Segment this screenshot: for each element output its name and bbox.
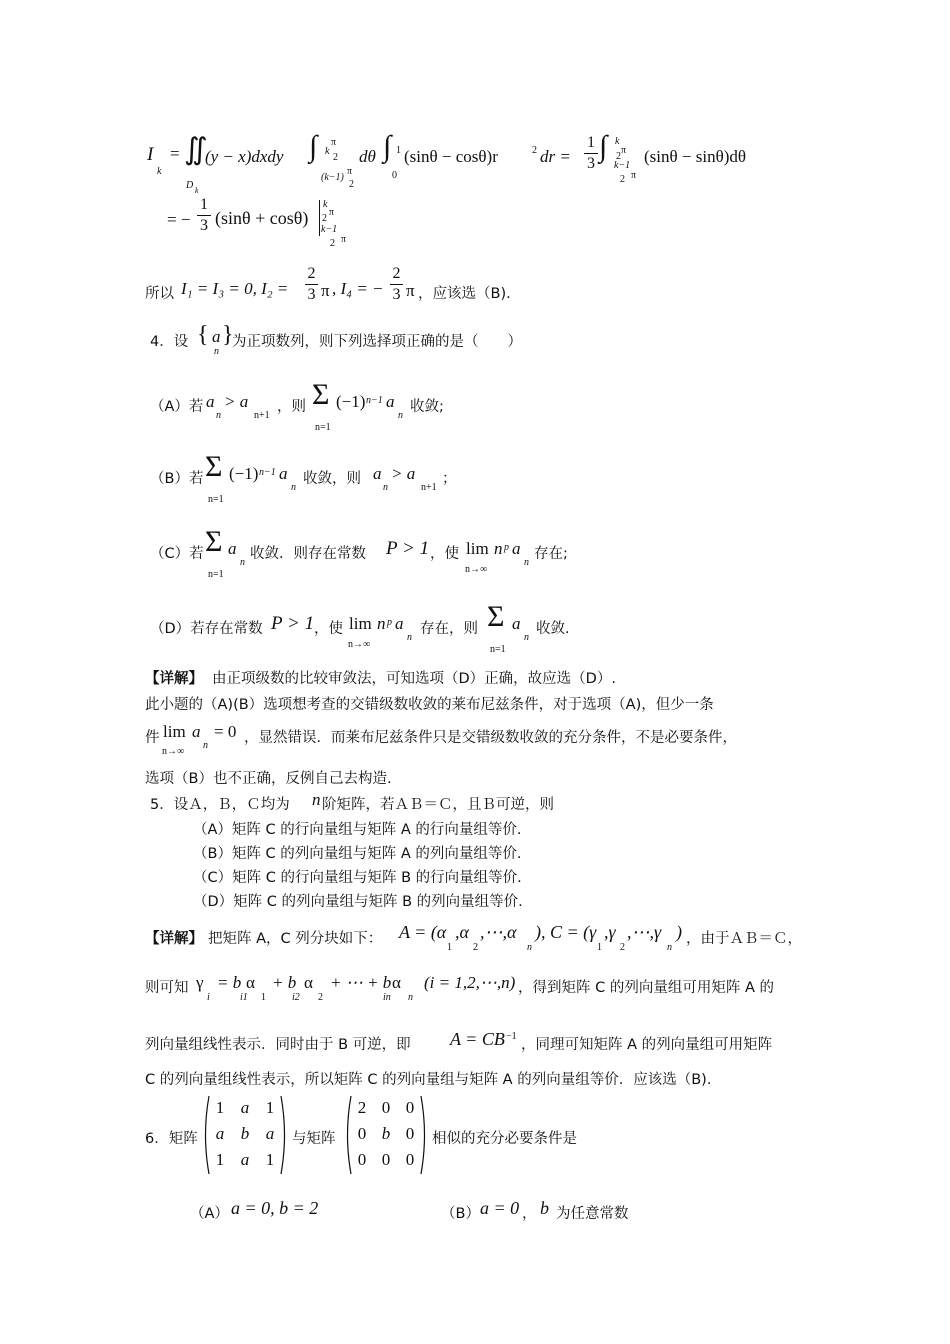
matrix-1 xyxy=(201,1094,289,1176)
matrix-2 xyxy=(343,1094,429,1176)
fraction-two-thirds-2 xyxy=(390,265,403,304)
a-term-sub: n xyxy=(291,482,296,493)
detail-l3-suffix: ，同理可知矩阵 A 的列向量组可用矩阵 xyxy=(521,1037,773,1053)
gamma-2: ,γ xyxy=(604,922,616,942)
a-term: a xyxy=(192,722,201,741)
q5-option-c: （C）矩阵 C 的行向量组与矩阵 B 的行向量组等价. xyxy=(193,870,522,886)
detail-line2-suffix: ，显然错误．而莱布尼兹条件只是交错级数收敛的充分条件，不是必要条件， xyxy=(244,730,737,746)
inverse-sup: −1 xyxy=(506,1031,517,1042)
m2-cell: b xyxy=(381,1124,391,1143)
option-tail: 存在; xyxy=(534,546,568,562)
integral-sign-r: ∫ xyxy=(383,130,392,163)
m2-cell: 2 xyxy=(357,1098,367,1117)
sub-nb: n xyxy=(667,942,672,953)
lower-limit2-pi: π xyxy=(631,170,637,181)
r-upper-1: 1 xyxy=(396,145,401,156)
region-sub-k: k xyxy=(195,186,199,195)
integrand-sin-sin: (sinθ − sinθ)dθ xyxy=(644,147,747,166)
alphan: α xyxy=(392,973,401,992)
q5-option-d: （D）矩阵 C 的列向量组与矩阵 B 的列向量组等价. xyxy=(193,894,523,910)
q6-prefix: 6．矩阵 xyxy=(145,1131,198,1147)
p-sup: p xyxy=(504,542,509,553)
n-power: n xyxy=(377,614,386,633)
lim-lower: n→∞ xyxy=(465,564,488,575)
eval-upper-k: k xyxy=(323,199,328,210)
option-tail: 收敛. xyxy=(536,621,570,637)
q5-n: n xyxy=(312,790,321,809)
a-n1-sub: n+1 xyxy=(421,482,437,493)
eval-upper-2: 2 xyxy=(322,213,327,224)
sub-1b: 1 xyxy=(597,942,602,953)
gamma-n: ,⋯,γ xyxy=(627,922,662,942)
gt-a: > a xyxy=(391,464,416,483)
lower-limit2-k-1: k−1 xyxy=(614,160,631,171)
m1-cell: 1 xyxy=(265,1150,275,1169)
alpha1-sub: 1 xyxy=(261,992,266,1003)
dr-eq: dr = xyxy=(540,147,571,166)
lim: lim xyxy=(466,539,489,558)
q4-stem-prefix: 4．设 xyxy=(150,334,189,350)
frac-den: 3 xyxy=(307,286,316,303)
pi-2: π xyxy=(406,281,415,300)
option-mid2: 存在，则 xyxy=(420,621,478,637)
frac-bar xyxy=(390,284,403,285)
lower-limit2-2: 2 xyxy=(620,174,625,185)
m2-cell: 0 xyxy=(405,1124,415,1143)
a-n-sub: n xyxy=(383,482,388,493)
option-mid2: ，使 xyxy=(430,546,459,562)
eq-zero: = 0 xyxy=(214,722,237,741)
detail-l2-prefix: 则可知 xyxy=(145,980,189,996)
detail-tag: 【详解】 xyxy=(145,931,203,947)
m1-cell: b xyxy=(240,1124,250,1143)
neg-one: (−1) xyxy=(229,464,259,483)
option-mid: 收敛．则存在常数 xyxy=(250,546,366,562)
m2-cell: 0 xyxy=(381,1150,391,1169)
lower-limit-k-1: (k−1) xyxy=(321,172,344,183)
sum-sign: Σ xyxy=(312,378,330,411)
q4-stem-suffix: 为正项数列，则下列选择项正确的是（ ） xyxy=(232,334,522,350)
option-mid: 收敛，则 xyxy=(303,471,361,487)
conclusion-I4: , I₄ = − xyxy=(332,279,384,298)
sub-i2: i2 xyxy=(292,992,300,1003)
sum-lower: n=1 xyxy=(208,569,224,580)
detail-line2-prefix: 件 xyxy=(145,730,160,746)
q5-option-a: （A）矩阵 C 的行向量组与矩阵 A 的行向量组等价. xyxy=(193,822,522,838)
neg-one-sup: n−1 xyxy=(259,467,276,478)
gamma-i: γ xyxy=(196,973,204,992)
m2-cell: 0 xyxy=(381,1098,391,1117)
q5-stem-text: 5．设Ａ，Ｂ，Ｃ均为 xyxy=(150,797,290,813)
m2-cell: 0 xyxy=(405,1150,415,1169)
brace-sub: n xyxy=(214,346,219,357)
a-n-sub: n xyxy=(216,410,221,421)
q6-suffix: 相似的充分必要条件是 xyxy=(432,1131,577,1147)
sum-sign: Σ xyxy=(487,600,505,633)
q5-option-b: （B）矩阵 C 的列向量组与矩阵 A 的列向量组等价. xyxy=(193,846,522,862)
lower-limit-pi: π xyxy=(347,166,353,177)
detail-l4: C 的列向量组线性表示，所以矩阵 C 的列向量组与矩阵 A 的列向量组等价．应该选（B). xyxy=(145,1072,712,1088)
alpha-2: ,α xyxy=(455,922,469,942)
sub-i1: i1 xyxy=(240,992,248,1003)
option-tail: 收敛; xyxy=(410,399,444,415)
m2-cell: 0 xyxy=(357,1150,367,1169)
frac-den: 3 xyxy=(587,155,595,172)
conclusion-math: I₁ = I₃ = 0, I₂ = xyxy=(181,279,289,298)
alpha2: α xyxy=(304,973,313,992)
detail-tag: 【详解】 xyxy=(145,671,203,687)
double-integral-sign: ∬ xyxy=(184,133,208,166)
frac-bar xyxy=(305,284,318,285)
option-tail: ； xyxy=(442,471,457,487)
m1-cell: a xyxy=(240,1150,250,1169)
a-term-sub: n xyxy=(240,557,245,568)
q6-option-a-label: （A） xyxy=(190,1206,229,1222)
alpha1: α xyxy=(246,973,255,992)
math-I: I xyxy=(147,144,154,165)
lim-lower: n→∞ xyxy=(162,746,185,757)
q6-option-b-var: b xyxy=(540,1198,549,1218)
conclusion-suffix: ，应该选（B). xyxy=(418,286,511,302)
matrix-C-def: ), C = (γ xyxy=(535,922,597,942)
pi-1: π xyxy=(321,281,330,300)
a-term: a xyxy=(395,614,404,633)
A-eq-CB: A = CB xyxy=(450,1029,505,1049)
sub-1: 1 xyxy=(447,942,452,953)
lim-lower: n→∞ xyxy=(348,639,371,650)
brace-close: } xyxy=(222,322,234,348)
sum-lower: n=1 xyxy=(315,422,331,433)
integral-sign-2: ∫ xyxy=(599,130,608,163)
upper-limit-pi: π xyxy=(331,137,337,148)
upper-limit-2: 2 xyxy=(333,152,338,163)
a-term-sub: n xyxy=(203,740,208,751)
detail-line1: 此小题的（A)(B）选项想考查的交错级数收敛的莱布尼兹条件，对于选项（A)，但少一条 xyxy=(145,697,714,713)
frac-num: 2 xyxy=(392,265,401,282)
range: (i = 1,2,⋯,n) xyxy=(424,973,516,992)
eval-bar xyxy=(319,200,320,236)
math-sub-k: k xyxy=(157,166,162,177)
sub-2b: 2 xyxy=(620,942,625,953)
a2-term: a xyxy=(512,539,521,558)
a-term: a xyxy=(386,392,395,411)
option-label: （B）若 xyxy=(150,471,204,487)
a-term-sub: n xyxy=(398,410,403,421)
m1-cell: a xyxy=(240,1098,250,1117)
matrix-A-def: A = (α xyxy=(399,922,447,942)
neg-one: (−1) xyxy=(336,392,366,411)
sub-in: in xyxy=(383,992,391,1003)
alpha-n: ,⋯,α xyxy=(480,922,517,942)
r-squared: 2 xyxy=(532,145,537,156)
upper-limit2-2: 2 xyxy=(616,151,621,162)
lim: lim xyxy=(349,614,372,633)
sum-sign: Σ xyxy=(205,525,223,558)
detail-l1-suffix: ，由于ＡＢ＝Ｃ， xyxy=(686,931,802,947)
option-mid: ，使 xyxy=(314,621,343,637)
neg-one-sup: n−1 xyxy=(366,395,383,406)
integrand-yx: (y − x)dxdy xyxy=(205,147,284,166)
frac-num: 1 xyxy=(200,196,208,213)
eval-lower-k-1: k−1 xyxy=(321,224,338,235)
a-n1-sub: n+1 xyxy=(254,410,270,421)
q6-option-b-sep: ， xyxy=(522,1206,537,1222)
integrand-sin-cos: (sinθ − cosθ)r xyxy=(404,147,498,166)
m1-cell: a xyxy=(265,1124,275,1143)
fraction-one-third-2 xyxy=(197,196,211,235)
option-label: （C）若 xyxy=(150,546,204,562)
detail-l1-prefix: 把矩阵 A，C 列分块如下： xyxy=(208,931,383,947)
region-D: D xyxy=(186,180,194,191)
frac-bar xyxy=(584,153,598,154)
alphan-sub: n xyxy=(408,992,413,1003)
sub-2: 2 xyxy=(473,942,478,953)
alpha2-sub: 2 xyxy=(318,992,323,1003)
sum-sign: Σ xyxy=(205,450,223,483)
frac-num: 1 xyxy=(587,134,595,151)
eval-lower-2: 2 xyxy=(330,238,335,249)
lower-limit-2: 2 xyxy=(349,179,354,190)
a2-term-sub: n xyxy=(524,632,529,643)
frac-den: 3 xyxy=(200,217,208,234)
m1-cell: 1 xyxy=(215,1150,225,1169)
frac-num: 2 xyxy=(307,265,316,282)
neg-eq: = − xyxy=(167,210,191,229)
a-term: a xyxy=(279,464,288,483)
m1-cell: 1 xyxy=(215,1098,225,1117)
m1-cell: a xyxy=(215,1124,225,1143)
brace-open: { xyxy=(197,322,209,348)
integral-sign-theta: ∫ xyxy=(309,130,318,163)
sum-lower: n=1 xyxy=(490,644,506,655)
upper-limit2-k: k xyxy=(615,136,620,147)
p-gt-1: P > 1 xyxy=(386,538,430,559)
eq-b: = b xyxy=(217,973,242,992)
option-mid: ，则 xyxy=(277,399,306,415)
a-n: a xyxy=(373,464,382,483)
detail-text: 由正项级数的比较审敛法，可知选项（D）正确，故应选（D）. xyxy=(212,671,616,687)
dots-b: + ⋯ + b xyxy=(330,973,392,992)
frac-den: 3 xyxy=(392,286,401,303)
q6-option-b-suffix: 为任意常数 xyxy=(556,1206,629,1222)
a-term-sub: n xyxy=(407,632,412,643)
detail-l2-suffix: ，得到矩阵 C 的列向量组可用矩阵 A 的 xyxy=(518,980,774,996)
gt-a: > a xyxy=(224,392,249,411)
q6-option-b-label: （B） xyxy=(441,1206,480,1222)
m1-cell: 1 xyxy=(265,1098,275,1117)
a2-term: a xyxy=(512,614,521,633)
m2-cell: 0 xyxy=(405,1098,415,1117)
lim: lim xyxy=(163,722,186,741)
detail-l3-prefix: 列向量组线性表示．同时由于 B 可逆，即 xyxy=(145,1037,411,1053)
conclusion-prefix: 所以 xyxy=(145,286,174,302)
eval-upper-pi: π xyxy=(329,207,335,218)
math-eq: = xyxy=(170,144,180,163)
detail-line3: 选项（B）也不正确，反例自己去构造. xyxy=(145,771,392,787)
m2-cell: 0 xyxy=(357,1124,367,1143)
brace-var: a xyxy=(212,327,221,346)
eval-lower-pi: π xyxy=(341,234,347,245)
d-theta: dθ xyxy=(359,147,376,166)
sub-i: i xyxy=(207,992,210,1003)
n-power: n xyxy=(494,539,503,558)
plus-b: + b xyxy=(272,973,297,992)
option-label: （D）若存在常数 xyxy=(150,621,263,637)
option-label: （A）若 xyxy=(150,399,204,415)
close-paren: ) xyxy=(676,922,682,942)
q5-stem-suffix: 阶矩阵，若ＡＢ＝Ｃ，且Ｂ可逆，则 xyxy=(322,797,554,813)
p-gt-1: P > 1 xyxy=(271,613,315,634)
sub-n: n xyxy=(527,942,532,953)
fraction-two-thirds xyxy=(305,265,318,304)
a2-term-sub: n xyxy=(524,557,529,568)
q6-mid: 与矩阵 xyxy=(292,1131,336,1147)
p-sup: p xyxy=(387,617,392,628)
sum-lower: n=1 xyxy=(208,494,224,505)
r-lower-0: 0 xyxy=(392,170,397,181)
q6-option-b-math: a = 0 xyxy=(480,1198,520,1218)
a-term: a xyxy=(228,539,237,558)
upper-limit-k: k xyxy=(325,146,330,157)
frac-bar xyxy=(197,215,211,216)
a-n: a xyxy=(206,392,215,411)
sin-plus-cos: (sinθ + cosθ) xyxy=(215,208,309,228)
q6-option-a-math: a = 0, b = 2 xyxy=(231,1198,319,1218)
fraction-one-third xyxy=(584,134,598,173)
upper-limit2-pi: π xyxy=(621,145,627,156)
